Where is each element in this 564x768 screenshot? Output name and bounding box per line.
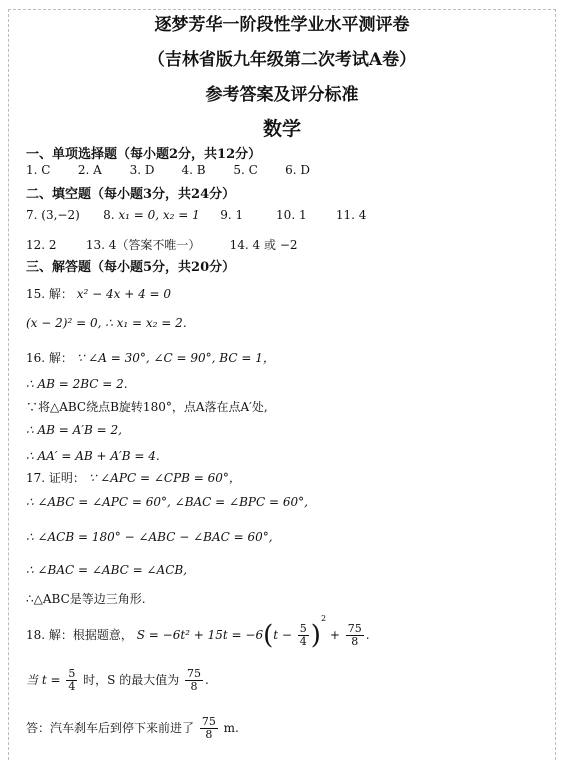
q9-answer: 9. 1 (220, 208, 244, 222)
doc-subtitle: （吉林省版九年级第二次考试A卷） (147, 50, 417, 70)
q18-frac-5-4 (298, 623, 309, 648)
q17-line3: ∴ ∠ACB = 180° − ∠ABC − ∠BAC = 60°, (26, 530, 273, 544)
section1-heading: 一、单项选择题（每小题2分，共12分） (26, 147, 262, 162)
q17-line1 (26, 469, 241, 486)
q7-label: 7. (26, 208, 38, 222)
q16-line1 (26, 349, 275, 366)
q18-line2: 当 t = $\frac{5}{4}$ 时，S 的最大值为 $\frac{75}{8}$ . (26, 667, 209, 693)
q18-max-den: 8 (190, 680, 198, 693)
q18-frac2-den: 8 (351, 635, 359, 648)
q11-answer: 11. 4 (335, 208, 367, 222)
section2-row2 (26, 236, 298, 253)
q12-answer: 12. 2 (26, 238, 57, 252)
answer-2: 2. A (77, 163, 102, 177)
doc-title: 逐梦芳华一阶段性学业水平测评卷 (154, 15, 410, 35)
q15-label: 15. 解： (26, 287, 73, 301)
q18-answer-prefix: 答：汽车刹车后到停下来前进了 (26, 721, 195, 735)
q18-when-frac (66, 668, 77, 693)
section2-row1 (26, 208, 366, 222)
q18-eq-inner: t − (273, 628, 292, 642)
q16-label: 16. 解： (26, 351, 73, 365)
answer-1: 1. C (26, 163, 51, 177)
q17-label: 17. 证明： (26, 471, 85, 485)
answer-3: 3. D (129, 163, 155, 177)
section1-answers (26, 163, 333, 177)
q15-eq2: (x − 2)² = 0, ∴ x₁ = x₂ = 2. (26, 316, 187, 330)
q10-answer: 10. 1 (276, 208, 307, 222)
q17-given: ∵ ∠APC = ∠CPB = 60°， (88, 471, 241, 485)
q18-answer-frac (200, 716, 218, 741)
q8-label: 8. (103, 208, 115, 222)
q18-line1: 18. 解：根据题意， S = −6t² + 15t = −6(t − $\frac{5}{4}$ )$^2$ + $\frac{75}{8}$ . (26, 614, 370, 651)
q18-frac1-den: 4 (299, 635, 307, 648)
q18-when-prefix: 当 t = (26, 673, 61, 687)
q18-paren-close: ) (310, 620, 321, 651)
q17-line4: ∴ ∠BAC = ∠ABC = ∠ACB, (26, 563, 188, 577)
q15-line1 (26, 285, 171, 302)
q18-frac-75-8 (346, 623, 364, 648)
q18-max-num: 75 (187, 667, 202, 680)
q16-line2: ∴ AB = 2BC = 2. (26, 377, 128, 391)
q18-when-den: 4 (68, 680, 76, 693)
doc-answer-key-title: 参考答案及评分标准 (205, 85, 359, 105)
q15-eq1: x² − 4x + 4 = 0 (76, 287, 172, 301)
q16-given: ∵ ∠A = 30°, ∠C = 90°, BC = 1， (76, 351, 275, 365)
q18-eq-left: S = −6t² + 15t = −6 (136, 628, 264, 642)
q7-answer: (3,−2) (41, 208, 80, 222)
answer-4: 4. B (181, 163, 206, 177)
q16-line4: ∴ AB = A′B = 2, (26, 423, 122, 437)
q18-when-mid: 时，S 的最大值为 (83, 673, 180, 687)
q16-line3: ∵将△ABC绕点B旋转180°，点A落在点A′处, (26, 400, 268, 414)
q14-answer: 14. 4 或 −2 (229, 238, 298, 252)
q17-line5: ∴△ABC是等边三角形. (26, 592, 146, 606)
q8-answer: x₁ = 0, x₂ = 1 (118, 208, 200, 222)
q18-frac1-num: 5 (299, 622, 307, 635)
answer-6: 6. D (285, 163, 311, 177)
q18-plus: + (329, 628, 340, 642)
q18-max-frac (185, 668, 203, 693)
q18-frac2-num: 75 (347, 622, 362, 635)
doc-subject: 数学 (262, 118, 301, 140)
q13-answer: 13. 4（答案不唯一） (85, 238, 201, 252)
q18-paren-open: ( (263, 620, 274, 651)
q16-line5: ∴ AA′ = AB + A′B = 4. (26, 449, 160, 463)
q18-ans-num: 75 (201, 715, 216, 728)
q18-label: 18. 解：根据题意， (26, 628, 133, 642)
section2-heading: 二、填空题（每小题3分，共24分） (26, 187, 236, 202)
section3-heading: 三、解答题（每小题5分，共20分） (26, 260, 236, 275)
q18-line3 (26, 716, 239, 741)
q18-ans-den: 8 (205, 728, 213, 741)
q17-line2: ∴ ∠ABC = ∠APC = 60°, ∠BAC = ∠BPC = 60°, (26, 495, 308, 509)
q18-when-num: 5 (68, 667, 76, 680)
answer-5: 5. C (233, 163, 258, 177)
q18-answer-unit: m. (223, 721, 239, 735)
